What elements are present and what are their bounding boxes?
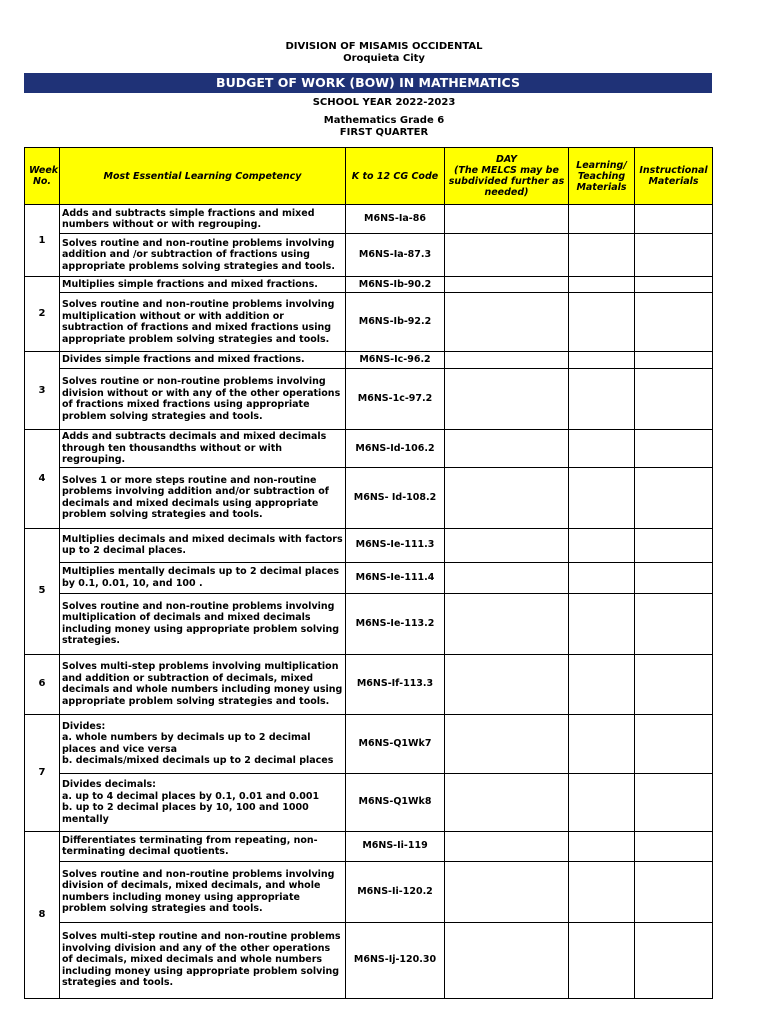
week-number-cell: 3: [25, 352, 60, 430]
instructional-materials-cell[interactable]: [635, 831, 713, 861]
cg-code-cell: M6NS-Ie-111.4: [346, 562, 445, 593]
document-banner: BUDGET OF WORK (BOW) IN MATHEMATICS: [24, 73, 712, 93]
day-cell[interactable]: [445, 593, 569, 654]
week-number-cell: 4: [25, 430, 60, 529]
learning-materials-cell[interactable]: [569, 528, 635, 562]
column-header-learning-materials: Learning/ Teaching Materials: [569, 148, 635, 205]
learning-materials-cell[interactable]: [569, 562, 635, 593]
day-cell[interactable]: [445, 773, 569, 831]
cg-code-cell: M6NS-1c-97.2: [346, 369, 445, 430]
budget-of-work-table: [24, 147, 713, 999]
day-cell[interactable]: [445, 352, 569, 369]
instructional-materials-cell[interactable]: [635, 205, 713, 234]
instructional-materials-cell[interactable]: [635, 369, 713, 430]
cg-code-cell: M6NS-Ii-120.2: [346, 861, 445, 922]
day-cell[interactable]: [445, 714, 569, 773]
instructional-materials-cell[interactable]: [635, 234, 713, 277]
learning-materials-cell[interactable]: [569, 467, 635, 528]
table-row: [25, 831, 713, 861]
table-row: [25, 277, 713, 293]
week-number-cell: 8: [25, 831, 60, 998]
competency-cell: Divides: a. whole numbers by decimals up to 2 decimal places and vice versa b. decimals/mixed decimals up to 2 decimal places: [60, 714, 346, 773]
division-title: DIVISION OF MISAMIS OCCIDENTAL: [285, 41, 483, 52]
table-row: [25, 654, 713, 714]
learning-materials-cell[interactable]: [569, 234, 635, 277]
cg-code-cell: M6NS-If-113.3: [346, 654, 445, 714]
day-cell[interactable]: [445, 369, 569, 430]
city-subtitle: Oroquieta City: [343, 53, 425, 64]
instructional-materials-cell[interactable]: [635, 922, 713, 998]
learning-materials-cell[interactable]: [569, 593, 635, 654]
column-header-competency: Most Essential Learning Competency: [60, 148, 346, 205]
grade-label: Mathematics Grade 6: [323, 115, 445, 126]
column-header-code: K to 12 CG Code: [346, 148, 445, 205]
day-cell[interactable]: [445, 234, 569, 277]
day-cell[interactable]: [445, 831, 569, 861]
week-number-cell: 7: [25, 714, 60, 831]
instructional-materials-cell[interactable]: [635, 352, 713, 369]
cg-code-cell: M6NS-Ia-86: [346, 205, 445, 234]
learning-materials-cell[interactable]: [569, 277, 635, 293]
competency-cell: Differentiates terminating from repeating, non-terminating decimal quotients.: [60, 831, 346, 861]
day-cell[interactable]: [445, 430, 569, 468]
day-cell[interactable]: [445, 562, 569, 593]
instructional-materials-cell[interactable]: [635, 861, 713, 922]
competency-cell: Solves routine and non-routine problems involving multiplication without or with addition or subtraction of fractions and mixed fractions using appropriate problem solving strategies and tools.: [60, 293, 346, 352]
instructional-materials-cell[interactable]: [635, 562, 713, 593]
school-year: SCHOOL YEAR 2022-2023: [312, 97, 456, 108]
column-header-instructional-materials: Instructional Materials: [635, 148, 713, 205]
table-row: [25, 430, 713, 468]
competency-cell: Solves routine and non-routine problems involving division of decimals, mixed decimals, and whole numbers including money using appropriate problem solving strategies and tools.: [60, 861, 346, 922]
table-row: [25, 562, 713, 593]
day-cell[interactable]: [445, 467, 569, 528]
day-cell[interactable]: [445, 861, 569, 922]
table-row: [25, 467, 713, 528]
cg-code-cell: M6NS-Id-106.2: [346, 430, 445, 468]
learning-materials-cell[interactable]: [569, 205, 635, 234]
competency-cell: Multiplies simple fractions and mixed fractions.: [60, 277, 346, 293]
day-cell[interactable]: [445, 922, 569, 998]
cg-code-cell: M6NS-Ie-111.3: [346, 528, 445, 562]
learning-materials-cell[interactable]: [569, 293, 635, 352]
table-body: [25, 205, 713, 999]
instructional-materials-cell[interactable]: [635, 528, 713, 562]
competency-cell: Solves 1 or more steps routine and non-routine problems involving addition and/or subtraction of decimals and mixed decimals using appropriate problem solving strategies and tools.: [60, 467, 346, 528]
cg-code-cell: M6NS-Ie-113.2: [346, 593, 445, 654]
table-row: [25, 714, 713, 773]
instructional-materials-cell[interactable]: [635, 430, 713, 468]
table-header-row: [25, 148, 713, 205]
column-header-day: DAY (The MELCS may be subdivided further as needed): [445, 148, 569, 205]
cg-code-cell: M6NS-Ij-120.30: [346, 922, 445, 998]
cg-code-cell: M6NS-Ii-119: [346, 831, 445, 861]
day-cell[interactable]: [445, 277, 569, 293]
cg-code-cell: M6NS-Ib-90.2: [346, 277, 445, 293]
competency-cell: Adds and subtracts decimals and mixed decimals through ten thousandths without or with regrouping.: [60, 430, 346, 468]
cg-code-cell: M6NS-Ib-92.2: [346, 293, 445, 352]
learning-materials-cell[interactable]: [569, 430, 635, 468]
learning-materials-cell[interactable]: [569, 352, 635, 369]
week-number-cell: 5: [25, 528, 60, 654]
day-cell[interactable]: [445, 293, 569, 352]
table-row: [25, 922, 713, 998]
table-row: [25, 528, 713, 562]
competency-cell: Solves routine and non-routine problems involving multiplication of decimals and mixed decimals including money using appropriate problem solving strategies.: [60, 593, 346, 654]
competency-cell: Solves routine or non-routine problems involving division without or with any of the other operations of fractions mixed fractions using appropriate problem solving strategies and tools.: [60, 369, 346, 430]
table-row: [25, 293, 713, 352]
learning-materials-cell[interactable]: [569, 773, 635, 831]
cg-code-cell: M6NS-Ic-96.2: [346, 352, 445, 369]
table-row: [25, 773, 713, 831]
table-row: [25, 593, 713, 654]
competency-cell: Multiplies decimals and mixed decimals with factors up to 2 decimal places.: [60, 528, 346, 562]
week-number-cell: 1: [25, 205, 60, 277]
instructional-materials-cell[interactable]: [635, 773, 713, 831]
quarter-label: FIRST QUARTER: [339, 127, 429, 138]
day-cell[interactable]: [445, 205, 569, 234]
learning-materials-cell[interactable]: [569, 922, 635, 998]
competency-cell: Divides decimals: a. up to 4 decimal places by 0.1, 0.01 and 0.001 b. up to 2 decimal places by 10, 100 and 1000 mentally: [60, 773, 346, 831]
instructional-materials-cell[interactable]: [635, 467, 713, 528]
learning-materials-cell[interactable]: [569, 654, 635, 714]
learning-materials-cell[interactable]: [569, 831, 635, 861]
table-row: [25, 861, 713, 922]
cg-code-cell: M6NS- Id-108.2: [346, 467, 445, 528]
competency-cell: Adds and subtracts simple fractions and mixed numbers without or with regrouping.: [60, 205, 346, 234]
table-row: [25, 205, 713, 234]
cg-code-cell: M6NS-Q1Wk7: [346, 714, 445, 773]
learning-materials-cell[interactable]: [569, 369, 635, 430]
column-header-week: Week No.: [25, 148, 60, 205]
instructional-materials-cell[interactable]: [635, 293, 713, 352]
day-cell[interactable]: [445, 654, 569, 714]
learning-materials-cell[interactable]: [569, 714, 635, 773]
instructional-materials-cell[interactable]: [635, 714, 713, 773]
competency-cell: Multiplies mentally decimals up to 2 decimal places by 0.1, 0.01, 10, and 100 .: [60, 562, 346, 593]
cg-code-cell: M6NS-Ia-87.3: [346, 234, 445, 277]
table-row: [25, 234, 713, 277]
instructional-materials-cell[interactable]: [635, 593, 713, 654]
instructional-materials-cell[interactable]: [635, 654, 713, 714]
table-row: [25, 352, 713, 369]
competency-cell: Divides simple fractions and mixed fractions.: [60, 352, 346, 369]
instructional-materials-cell[interactable]: [635, 277, 713, 293]
competency-cell: Solves routine and non-routine problems involving addition and /or subtraction of fractions using appropriate problems solving strategies and tools.: [60, 234, 346, 277]
competency-cell: Solves multi-step routine and non-routine problems involving division and any of the other operations of decimals, mixed decimals and whole numbers including money using appropriate problem solving strategies and tools.: [60, 922, 346, 998]
table-row: [25, 369, 713, 430]
week-number-cell: 2: [25, 277, 60, 352]
cg-code-cell: M6NS-Q1Wk8: [346, 773, 445, 831]
learning-materials-cell[interactable]: [569, 861, 635, 922]
day-cell[interactable]: [445, 528, 569, 562]
week-number-cell: 6: [25, 654, 60, 714]
competency-cell: Solves multi-step problems involving multiplication and addition or subtraction of decimals, mixed decimals and whole numbers including money using appropriate problem solving strategies and tools.: [60, 654, 346, 714]
